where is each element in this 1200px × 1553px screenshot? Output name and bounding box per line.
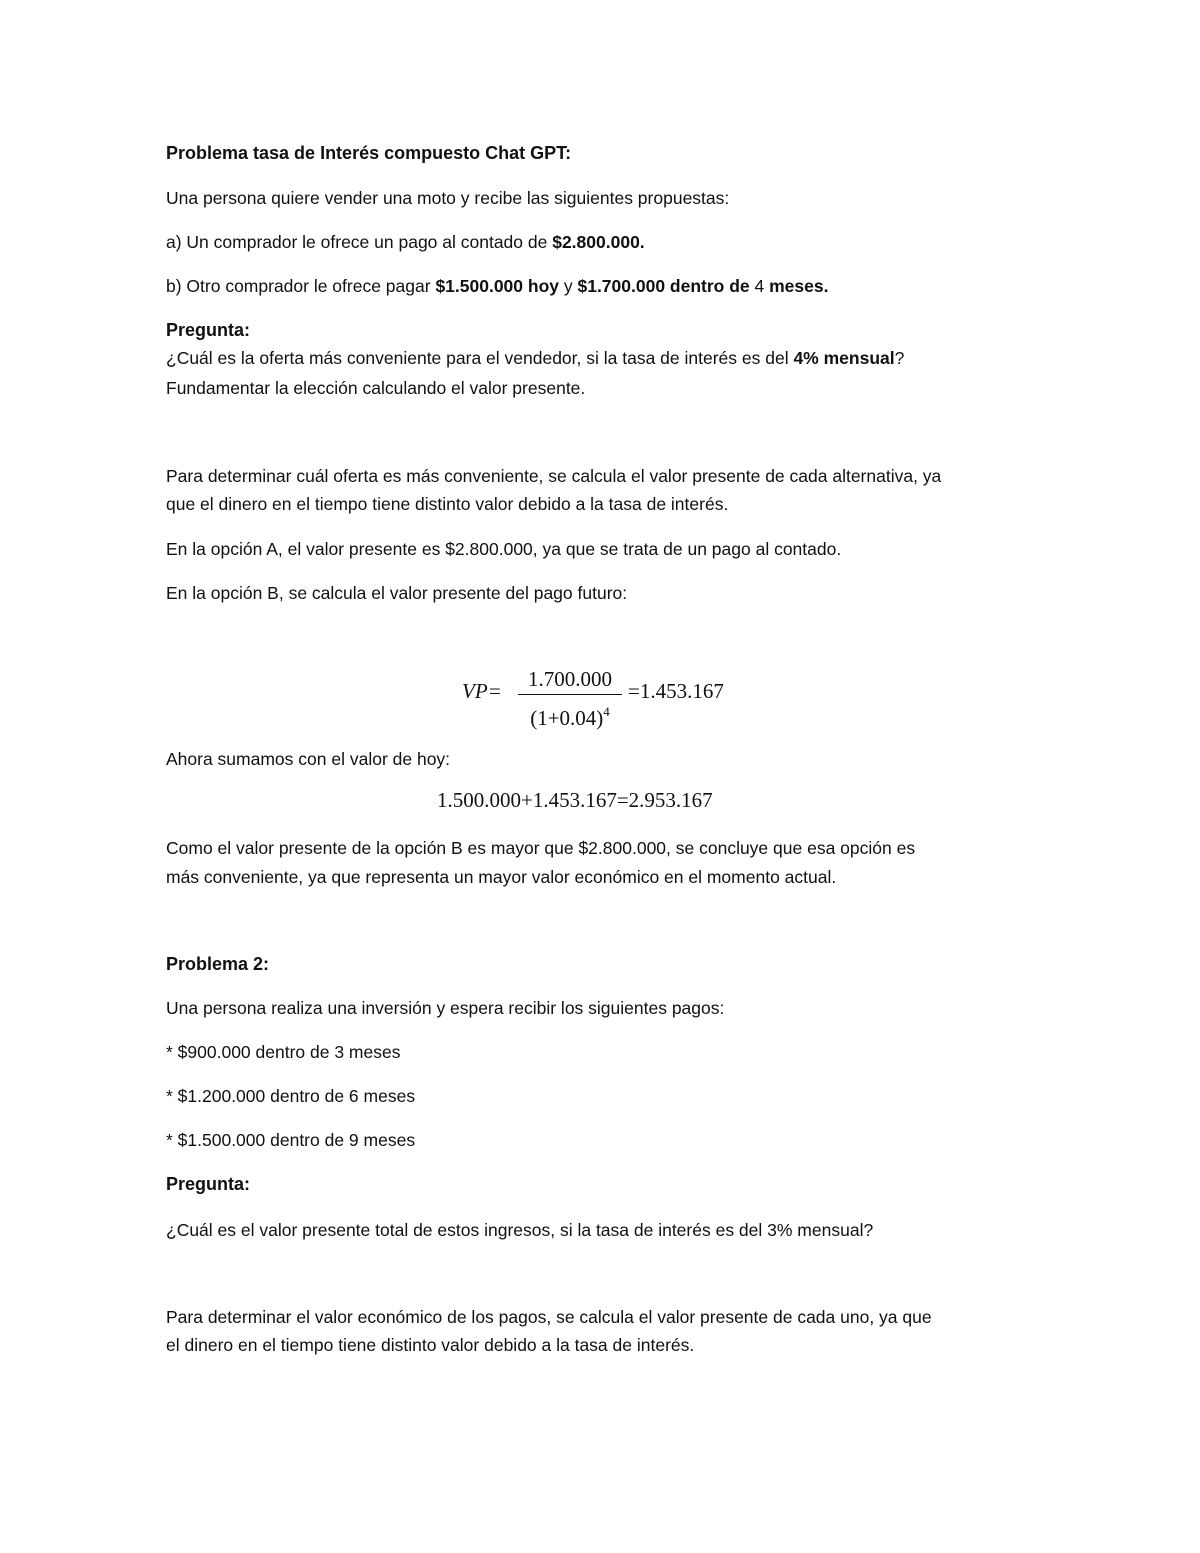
denominator-exponent: 4 xyxy=(603,704,610,719)
question-rate: 4% mensual xyxy=(793,348,895,368)
conclusion-line2: más conveniente, ya que representa un mayor valor económico en el momento actual. xyxy=(166,867,837,887)
problem1-intro: Una persona quiere vender una moto y recibe las siguientes propuestas: xyxy=(166,188,730,208)
equation-denominator xyxy=(514,699,626,730)
option-b-connector: y xyxy=(559,276,578,296)
problem2-answer-line1: Para determinar el valor económico de los pagos, se calcula el valor presente de cada uno, ya que xyxy=(166,1307,932,1327)
answer-paragraph-1-line1: Para determinar cuál oferta es más conveniente, se calcula el valor presente de cada alternativa, ya xyxy=(166,466,942,486)
equation-rhs: =1.453.167 xyxy=(628,679,724,703)
option-b-amount-today: $1.500.000 hoy xyxy=(435,276,559,296)
payment-item: * $1.500.000 dentro de 9 meses xyxy=(166,1130,416,1150)
payment-item: * $900.000 dentro de 3 meses xyxy=(166,1042,401,1062)
question-text: ¿Cuál es la oferta más conveniente para el vendedor, si la tasa de interés es del xyxy=(166,348,794,368)
equation-sum: 1.500.000+1.453.167=2.953.167 xyxy=(437,788,713,812)
question-suffix: ? xyxy=(894,348,905,368)
option-a-text: a) Un comprador le ofrece un pago al contado de xyxy=(166,232,553,252)
denominator-base: (1+0.04) xyxy=(530,706,604,730)
problem2-answer-line2: el dinero en el tiempo tiene distinto valor debido a la tasa de interés. xyxy=(166,1335,695,1355)
problem1-question xyxy=(166,346,904,370)
option-b-amount-future: $1.700.000 dentro de xyxy=(577,276,750,296)
problem2-intro: Una persona realiza una inversión y espera recibir los siguientes pagos: xyxy=(166,998,725,1018)
option-a-amount: $2.800.000. xyxy=(552,232,645,252)
problem1-option-a xyxy=(166,230,645,254)
option-b-months-num: 4 xyxy=(749,276,770,296)
payment-item: * $1.200.000 dentro de 6 meses xyxy=(166,1086,416,1106)
problem1-question-line2: Fundamentar la elección calculando el valor presente. xyxy=(166,378,586,398)
problem1-question-heading: Pregunta: xyxy=(166,320,251,340)
problem1-option-b xyxy=(166,274,828,298)
conclusion-line1: Como el valor presente de la opción B es mayor que $2.800.000, se concluye que esa opción es xyxy=(166,838,916,858)
problem2-title: Problema 2: xyxy=(166,954,270,974)
answer-paragraph-2: En la opción A, el valor presente es $2.800.000, ya que se trata de un pago al contado. xyxy=(166,539,842,559)
problem2-question-heading: Pregunta: xyxy=(166,1174,251,1194)
answer-paragraph-3: En la opción B, se calcula el valor presente del pago futuro: xyxy=(166,583,628,603)
answer-paragraph-1-line2: que el dinero en el tiempo tiene distinto valor debido a la tasa de interés. xyxy=(166,494,729,514)
equation-present-value xyxy=(462,666,762,730)
option-b-months-word: meses. xyxy=(769,276,829,296)
option-b-text: b) Otro comprador le ofrece pagar xyxy=(166,276,436,296)
equation-fraction xyxy=(514,666,626,730)
problem2-question: ¿Cuál es el valor presente total de estos ingresos, si la tasa de interés es del 3% mensual? xyxy=(166,1220,874,1240)
fraction-bar xyxy=(518,694,622,695)
equation-numerator: 1.700.000 xyxy=(528,667,612,691)
equation-lhs: VP= xyxy=(462,679,502,703)
problem1-title: Problema tasa de Interés compuesto Chat GPT: xyxy=(166,143,572,163)
answer-paragraph-4: Ahora sumamos con el valor de hoy: xyxy=(166,749,451,769)
